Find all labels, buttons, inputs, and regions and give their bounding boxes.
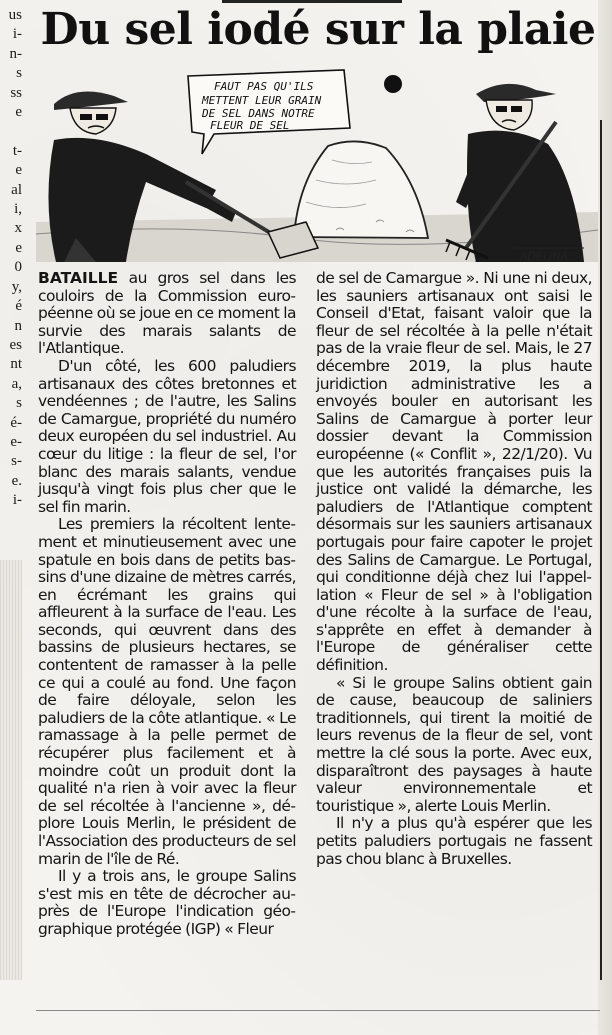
page-bottom-rule (36, 1010, 600, 1011)
lead-word: BATAILLE (38, 269, 119, 287)
bubble-line-1: FAUT PAS QU'ILS (214, 80, 314, 93)
paragraph-6: « Si le groupe Salins obtient gain de cause, beaucoup de saliniers traditionnels, qui tirent la moitié de leurs revenus de la fleur de sel, vont mettre la clé sous la porte. Avec eux, disparaîtront des paysages à haute valeur environnementale et touristique », alerte Louis Merlin. (316, 673, 592, 815)
neighbor-text-fragment: t- (12, 142, 22, 159)
cartoon (36, 62, 598, 262)
cartoonist-signature: ADELINA (520, 250, 569, 262)
neighbor-text-fragment: x (14, 220, 22, 237)
neighbor-text-fragment: es (9, 336, 22, 353)
neighbor-text-fragment: e- (10, 433, 22, 450)
neighbor-text-fragment: i, (14, 201, 22, 218)
neighbor-text-fragment (0, 122, 22, 141)
bubble-line-4: FLEUR DE SEL (210, 119, 290, 132)
paragraph-1-text: au gros sel dans les couloirs de la Commission européenne où se joue en ce moment la survie des marais salants de l'Atlantique. (38, 269, 296, 358)
column-rule (600, 120, 602, 980)
neighbor-text-fragment: s (16, 65, 22, 82)
neighbor-text-fragment: s (16, 395, 22, 412)
neighbor-text-fragment: é (15, 298, 22, 315)
neighbor-text-fragment: us (8, 7, 22, 23)
neighbor-image-edge (0, 560, 22, 980)
paragraph-5: de sel de Camargue ». Ni une ni deux, les sauniers artisanaux ont saisi le Conseil d'Etat, faisant valoir que la fleur de sel récoltée à la pelle n'était pas de la vraie fleur de sel. Mais, le 27 décembre 2019, la plus haute juridiction administrative les a envoyés bouler en autorisant les Salins de Camargue à porter leur dossier devant la Commission européenne (« Conflit », 22/1/20). Vu que les autorités françaises puis la justice ont validé la démarche, les paludiers de l'Atlantique comptent désormais sur les sauniers artisanaux portugais pour faire capoter le projet des Salins de Camargue. Le Portugal, qui conditionne déjà chez lui l'appellation « Fleur de sel » à l'obligation d'une récolte à la surface de l'eau, s'apprête en effet à demander à l'Europe de généraliser cette définition. (316, 269, 592, 675)
paragraph-7: Il n'y a plus qu'à espérer que les petits paludiers portugais ne fassent pas chou blanc à Bruxelles. (316, 814, 592, 868)
bubble-line-2: METTENT LEUR GRAIN (202, 94, 322, 107)
neighbor-text-fragment: i- (12, 26, 22, 43)
neighbor-text-fragment: nt (10, 356, 22, 373)
neighbor-text-fragment: n (14, 317, 22, 334)
neighbor-text-fragment: e. (11, 472, 22, 489)
neighbor-text-fragment: a, (11, 375, 22, 392)
salt-pile (294, 141, 428, 238)
article-column-right (316, 270, 592, 868)
neighbor-text-fragment: e (15, 104, 22, 121)
paragraph-3: Les premiers la récoltent lentement et minutieusement avec une spatule en bois dans de petits bassins d'une dizaine de mètres carrés, en écrémant les grains qui affleurent à la surface de l'eau. Les seconds, qui œuvrent dans des bassins de plusieurs hectares, se contentent de ramasser à la pelle ce qui a coulé au fond. Une façon de faire déloyale, selon les paludiers de la côte atlantique. « Le ramassage à la pelle permet de récupérer plus facilement et à moindre coût un produit dont la qualité n'a rien à voir avec la fleur de sel récoltée à l'ancienne », déplore Louis Merlin, le président de l'Association des producteurs de sel marin de l'île de Ré. (38, 515, 296, 868)
paragraph-1 (38, 270, 296, 358)
bubble-line-3: DE SEL DANS NOTRE (202, 107, 315, 120)
speech-bubble (188, 70, 350, 154)
iodine-grain-icon (384, 75, 402, 93)
neighbor-text-fragment: y, (11, 278, 22, 295)
neighbor-text-fragment: al (11, 181, 22, 198)
neighbor-text-fragment: n- (9, 45, 22, 62)
headline: Du sel iodé sur la plaie (40, 4, 596, 55)
neighbor-text-fragment: i- (12, 492, 22, 509)
neighbor-text-fragment: e (15, 162, 22, 179)
neighbor-text-fragment: é- (10, 414, 22, 431)
paragraph-4: Il y a trois ans, le groupe Salins s'est mis en tête de décrocher auprès de l'Europe l'indication géographique protégée (IGP) « Fleur (38, 867, 296, 938)
neighbor-text-fragment: e (15, 239, 22, 256)
neighbor-text-fragment: s- (11, 453, 22, 470)
article-column-left (38, 270, 296, 939)
neighbor-text-fragment: 0 (14, 259, 22, 276)
neighbor-text-fragment: ss (10, 84, 22, 101)
paragraph-2: D'un côté, les 600 paludiers artisanaux des côtes bretonnes et vendéennes ; de l'autre, les Salins de Camargue, propriété du numéro deux européen du sel industriel. Au cœur du litige : la fleur de sel, l'or blanc des marais salants, vendue jusqu'à vingt fois plus cher que le sel fin marin. (38, 356, 296, 516)
